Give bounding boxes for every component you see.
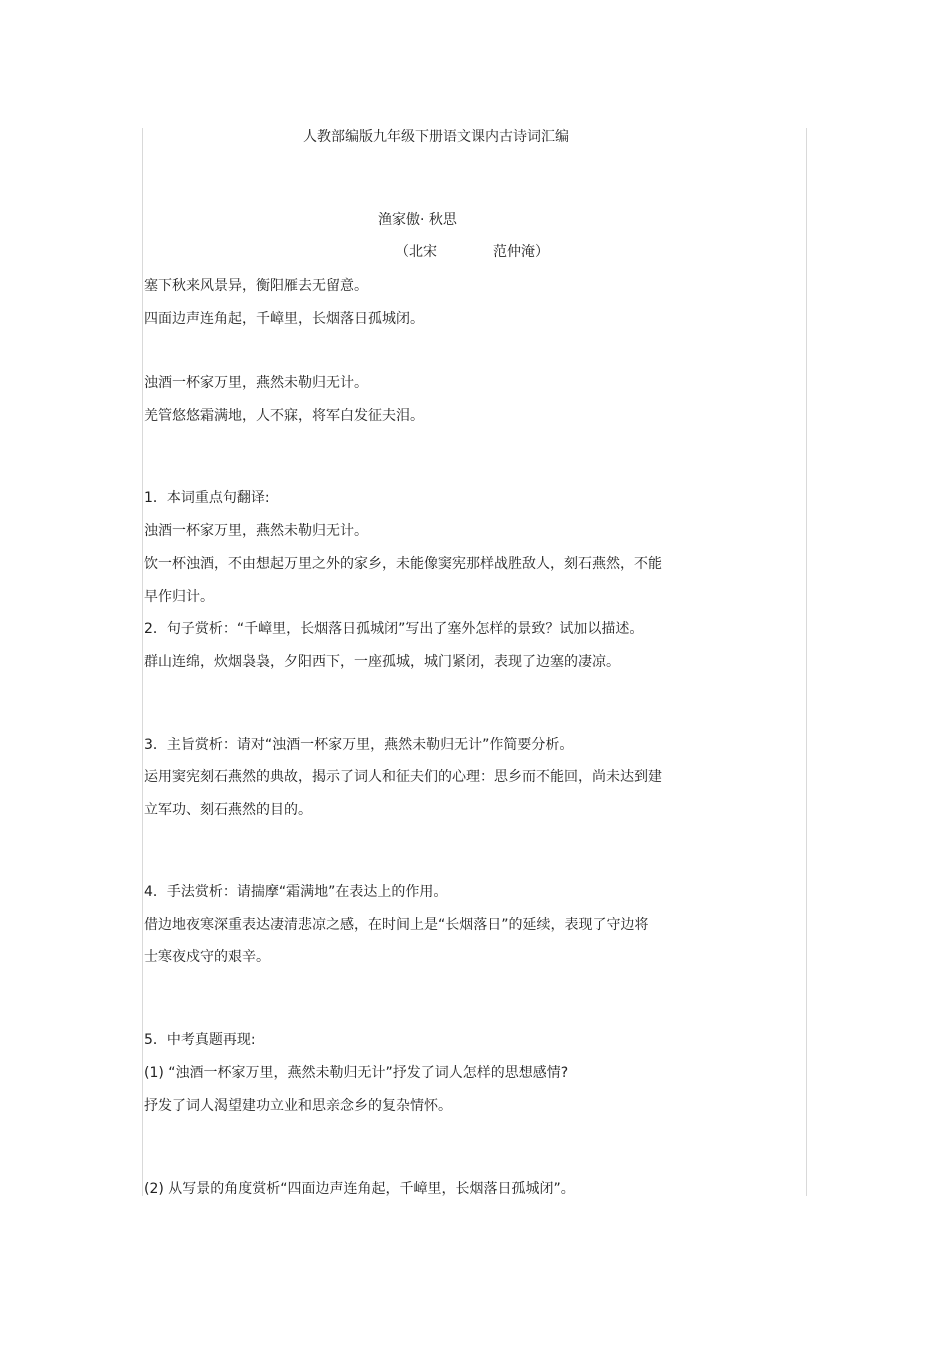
question-2-heading: 2．句子赏析：“千嶂里，长烟落日孤城闭”写出了塞外怎样的景致？试加以描述。 [144,621,644,637]
question-1-heading: 1．本词重点句翻译: [144,490,270,506]
question-4-answer-line-2: 士寒夜戍守的艰辛。 [144,949,270,965]
question-4-answer-line-1: 借边地夜寒深重表达凄清悲凉之感，在时间上是“长烟落日”的延续，表现了守边将 [144,917,649,933]
question-1-sentence: 浊酒一杯家万里，燕然未勒归无计。 [144,523,368,539]
poem-line-4: 羌管悠悠霜满地，人不寐，将军白发征夫泪。 [144,408,424,424]
question-4-heading: 4．手法赏析：请揣摩“霜满地”在表达上的作用。 [144,884,448,900]
left-margin-rule [142,128,143,1196]
poem-title: 渔家傲· 秋思 [378,212,457,228]
poem-author: （北宋 范仲淹） [395,244,549,260]
poem-line-3: 浊酒一杯家万里，燕然未勒归无计。 [144,375,368,391]
poem-line-1: 塞下秋来风景异，衡阳雁去无留意。 [144,278,368,294]
question-2-answer: 群山连绵，炊烟袅袅，夕阳西下，一座孤城，城门紧闭，表现了边塞的凄凉。 [144,654,620,670]
question-5-sub-1: (1) “浊酒一杯家万里，燕然未勒归无计”抒发了词人怎样的思想感情? [144,1065,569,1081]
question-3-answer-line-1: 运用窦宪刻石燕然的典故，揭示了词人和征夫们的心理：思乡而不能回，尚未达到建 [144,769,662,785]
question-1-answer-line-1: 饮一杯浊酒，不由想起万里之外的家乡，未能像窦宪那样战胜敌人，刻石燕然，不能 [144,556,662,572]
document-title: 人教部编版九年级下册语文课内古诗词汇编 [303,129,569,145]
question-1-answer-line-2: 早作归计。 [144,589,214,605]
poem-line-2: 四面边声连角起，千嶂里，长烟落日孤城闭。 [144,311,424,327]
question-5-sub-2: (2) 从写景的角度赏析“四面边声连角起，千嶂里，长烟落日孤城闭”。 [144,1181,575,1197]
question-5-heading: 5．中考真题再现: [144,1032,256,1048]
question-3-answer-line-2: 立军功、刻石燕然的目的。 [144,802,312,818]
question-5-sub-1-answer: 抒发了词人渴望建功立业和思亲念乡的复杂情怀。 [144,1098,452,1114]
right-margin-rule [806,128,807,1196]
question-3-heading: 3．主旨赏析：请对“浊酒一杯家万里，燕然未勒归无计”作简要分析。 [144,737,574,753]
